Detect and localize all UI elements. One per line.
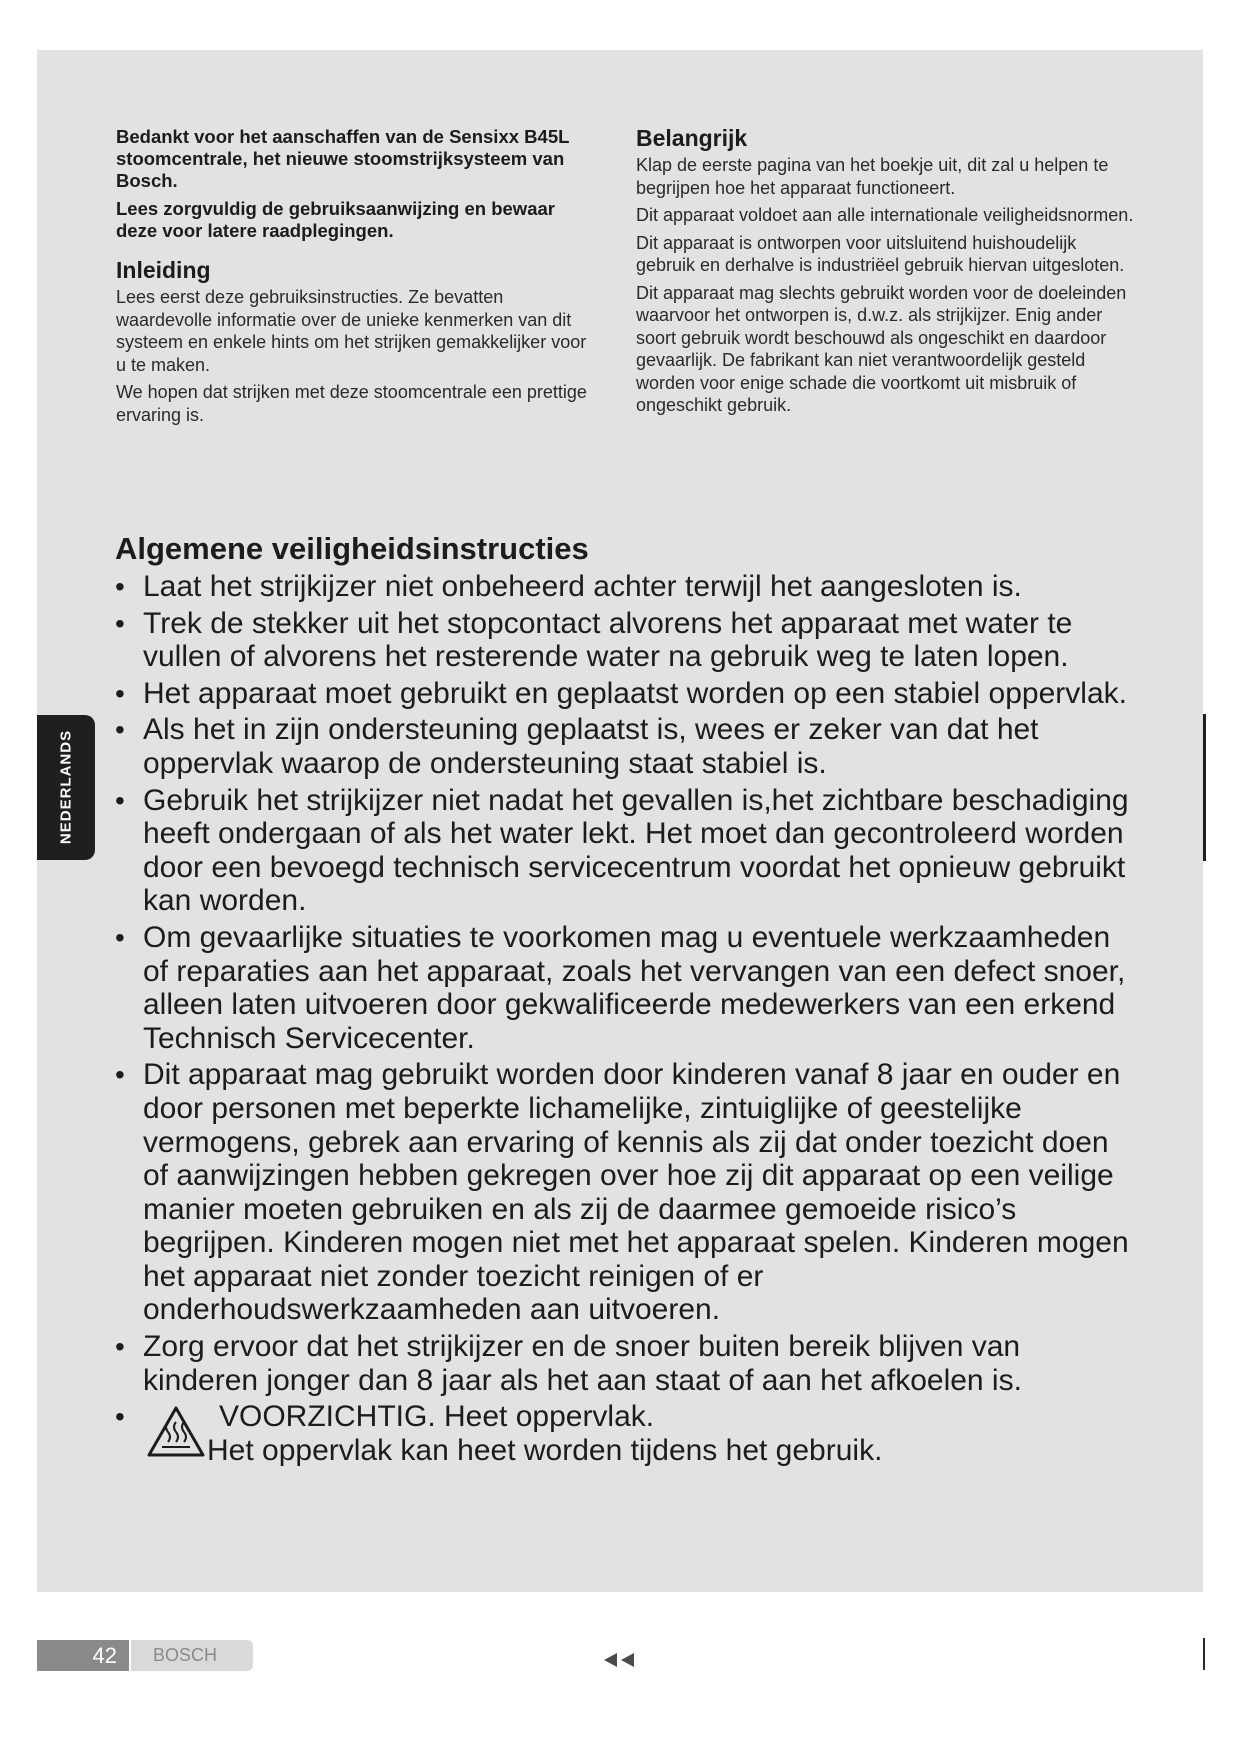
- bullet-icon: •: [115, 1401, 125, 1433]
- footer-edge-marker: [1203, 1638, 1205, 1670]
- warning-title: VOORZICHTIG. Heet oppervlak.: [219, 1400, 655, 1434]
- hot-surface-warning: [115, 1400, 1135, 1467]
- page-number: 42: [37, 1640, 129, 1671]
- list-item: [115, 1058, 1135, 1327]
- list-item: [115, 677, 1135, 711]
- language-tab: [37, 715, 95, 860]
- hot-surface-warning-icon: [145, 1404, 207, 1460]
- list-item-text: Als het in zijn ondersteuning geplaatst is, wees er zeker van dat het oppervlak waarop de ondersteuning staat stabiel is.: [143, 713, 1039, 780]
- list-item: [115, 713, 1135, 780]
- intro-read-carefully: Lees zorgvuldig de gebruiksaanwijzing en bewaar deze voor latere raadplegingen.: [116, 198, 555, 241]
- list-item: [115, 784, 1135, 918]
- safety-title: Algemene veiligheidsinstructies: [115, 531, 589, 566]
- bullet-icon: •: [115, 607, 125, 639]
- list-item-text: Laat het strijkijzer niet onbeheerd achter terwijl het aangesloten is.: [143, 570, 1022, 603]
- bullet-icon: •: [115, 714, 125, 746]
- list-item: [115, 607, 1135, 674]
- double-arrow-left-icon[interactable]: [603, 1651, 637, 1669]
- list-item-text: Trek de stekker uit het stopcontact alvorens het apparaat met water te vullen of alvorens het resterende water na gebruik weg te laten lopen.: [143, 606, 1073, 674]
- important-heading: Belangrijk: [636, 125, 748, 151]
- list-item-text: Zorg ervoor dat het strijkijzer en de snoer buiten bereik blijven van kinderen jonger dan 8 jaar als het aan staat of aan het afkoelen is.: [143, 1330, 1022, 1397]
- bullet-icon: •: [115, 1059, 125, 1091]
- brand-label: BOSCH: [131, 1640, 253, 1671]
- intro-paragraph-1: Lees eerst deze gebruiksinstructies. Ze bevatten waardevolle informatie over de unieke kenmerken van dit systeem en enkele hints om het strijken gemakkelijker voor u te maken.: [116, 287, 587, 375]
- list-item-text: Dit apparaat mag gebruikt worden door kinderen vanaf 8 jaar en ouder en door personen met beperkte lichamelijke, zintuiglijke of geestelijke vermogens, gebrek aan ervaring of kennis als zij dat onder toezicht doen of aanwijzingen hebben gekregen over hoe zij dit apparaat op een veilige manier moeten gebruiken en als zij de daarmee gemoeide risico’s begrijpen. Kinderen mogen niet met het apparaat spelen. Kinderen mogen het apparaat niet zonder toezicht reinigen of er onderhoudswerkzaamheden aan uitvoeren.: [143, 1058, 1129, 1327]
- bullet-icon: •: [115, 677, 125, 709]
- important-paragraph-4: Dit apparaat mag slechts gebruikt worden voor de doeleinden waarvoor het ontworpen is, d.w.z. als strijkijzer. Enig ander soort gebruik wordt beschouwd als ongeschikt en daardoor gevaarlijk. De fabrikant kan niet verantwoordelijk gesteld worden voor enige schade die voortkomt uit misbruik of ongeschikt gebruik.: [636, 282, 1127, 415]
- list-item-text: Om gevaarlijke situaties te voorkomen mag u eventuele werkzaamheden of reparaties aan het apparaat, zoals het vervangen van een defect snoer, alleen laten uitvoeren door gekwalificeerde medewerkers van een erkend Technisch Servicecenter.: [143, 920, 1126, 1055]
- important-paragraph-3: Dit apparaat is ontworpen voor uitsluitend huishoudelijk gebruik en derhalve is industriëel gebruik hiervan uitgesloten.: [636, 232, 1125, 275]
- intro-heading: Inleiding: [116, 257, 211, 283]
- safety-list: [115, 570, 1135, 1397]
- list-item: [115, 921, 1135, 1055]
- list-item-text: Gebruik het strijkijzer niet nadat het gevallen is,het zichtbare beschadiging heeft ondergaan of als het water lekt. Het moet dan gecontroleerd worden door een bevoegd technisch servicecentrum voordat het opnieuw gebruikt kan worden.: [143, 783, 1129, 918]
- bullet-icon: •: [115, 784, 125, 816]
- bullet-icon: •: [115, 1331, 125, 1363]
- warning-text: Het oppervlak kan heet worden tijdens het gebruik.: [207, 1433, 883, 1467]
- list-item: [115, 570, 1135, 604]
- important-paragraph-1: Klap de eerste pagina van het boekje uit, dit zal u helpen te begrijpen hoe het apparaat functioneert.: [636, 155, 1109, 198]
- bullet-icon: •: [115, 571, 125, 602]
- list-item-text: Het apparaat moet gebruikt en geplaatst worden op een stabiel oppervlak.: [143, 676, 1127, 710]
- intro-thanks: Bedankt voor het aanschaffen van de Sensixx B45L stoomcentrale, het nieuwe stoomstrijksysteem van Bosch.: [116, 126, 570, 191]
- intro-column: [116, 126, 601, 431]
- safety-section: [115, 530, 1135, 1467]
- list-item: [115, 1330, 1135, 1397]
- intro-paragraph-2: We hopen dat strijken met deze stoomcentrale een prettige ervaring is.: [116, 382, 587, 425]
- bullet-icon: •: [115, 921, 125, 953]
- important-paragraph-2: Dit apparaat voldoet aan alle internationale veiligheidsnormen.: [636, 205, 1134, 225]
- important-column: [636, 124, 1136, 422]
- right-edge-marker: [1203, 714, 1206, 861]
- language-tab-label: NEDERLANDS: [57, 729, 75, 845]
